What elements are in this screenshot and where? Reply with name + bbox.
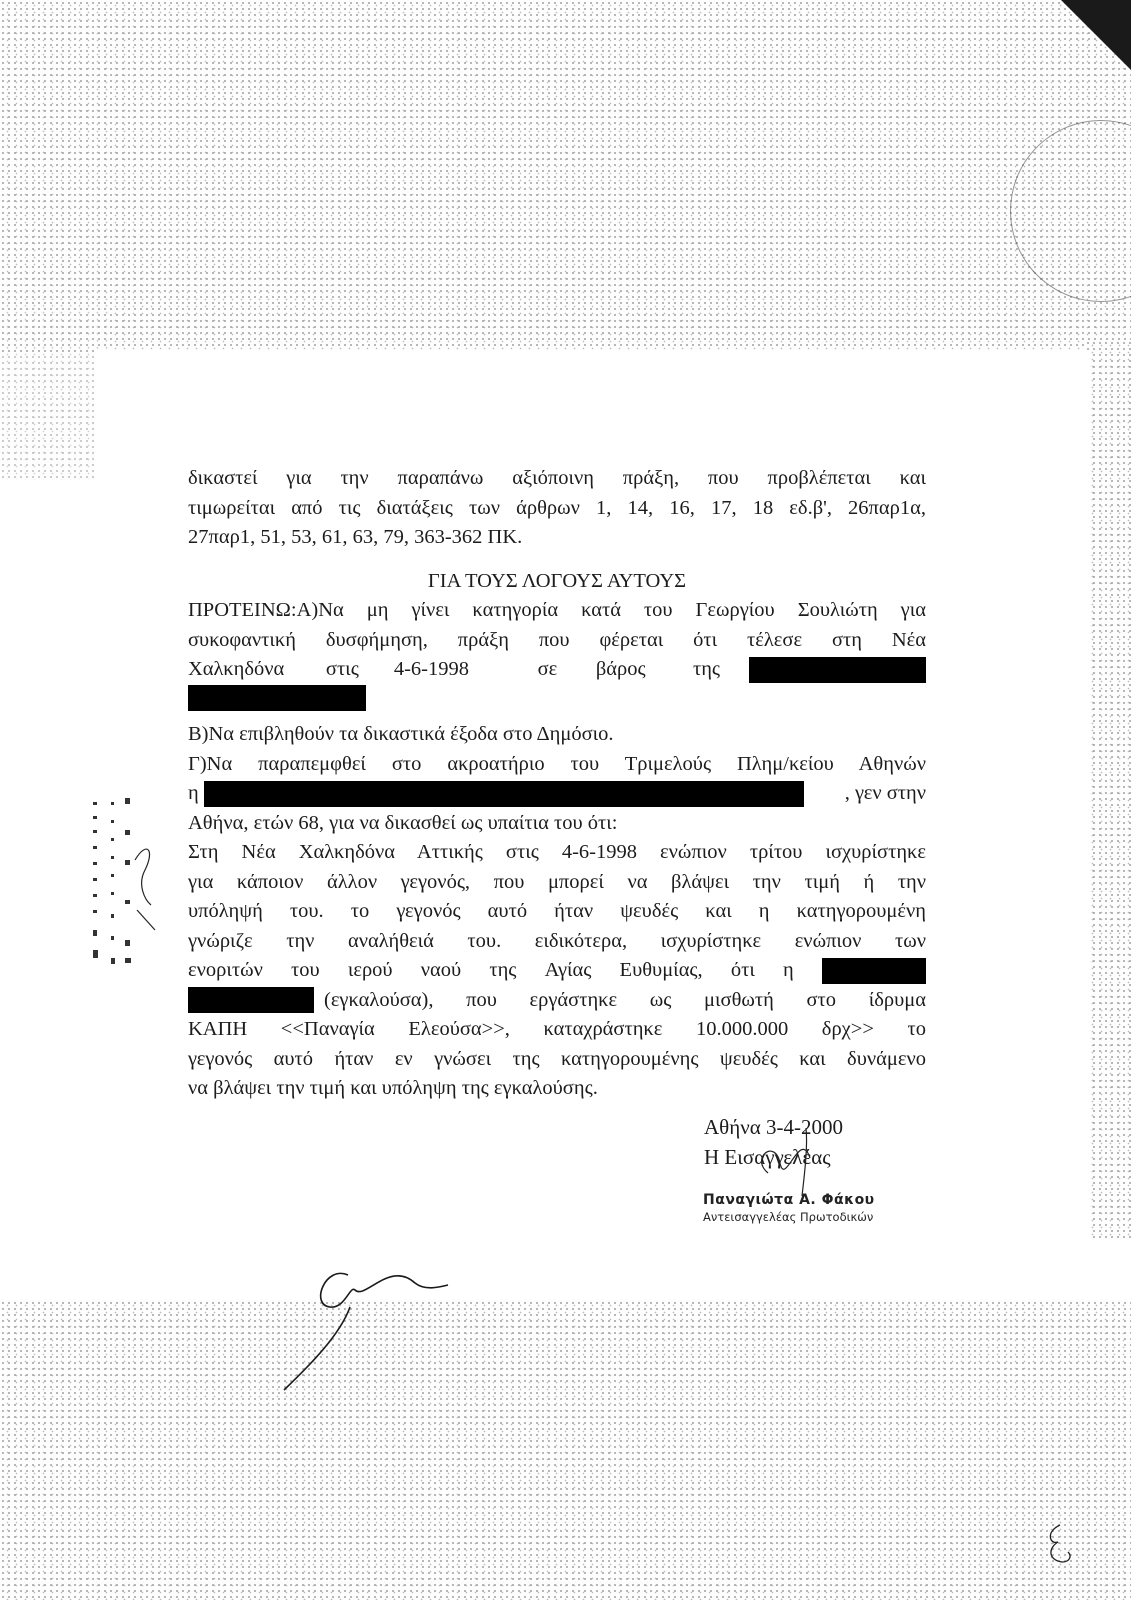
margin-stamp-marks [85,790,145,990]
text-line: δικαστεί για την παραπάνω αξιόποινη πράξη, που προβλέπεται και [188,467,926,489]
document-body [188,464,926,1104]
word: 4-6-1998 [393,658,470,680]
scan-speckle-left [0,300,110,480]
word: βάρος [595,658,646,680]
scan-speckle-right [1085,340,1131,1240]
word: Ευθυμίας, [619,959,703,981]
redaction-bar [188,987,314,1013]
redaction-bar [822,958,926,984]
text-line: να βλάψει την τιμή και υπόληψη της εγκαλούσης. [188,1077,598,1099]
word: σε [537,658,558,680]
text-line: τιμωρείται από τις διατάξεις των άρθρων 1, 14, 16, 17, 18 εδ.β', 26παρ1α, [188,496,926,519]
word: ότι [730,959,755,981]
scan-speckle-top [0,0,1131,352]
word: , γεν στην [844,782,926,804]
text-line-with-redaction [188,779,926,809]
text-line-redacted [188,685,926,715]
redaction-bar [188,685,366,711]
text-line: ΠΡΟΤΕΙΝΩ:Α)Να μη γίνει κατηγορία κατά του Γεωργίου Σουλιώτη για [188,599,926,621]
signatory-title: Αντεισαγγελέας Πρωτοδικών [703,1210,874,1224]
text-line: υπόληψή του. το γεγονός αυτό ήταν ψευδές και η κατηγορουμένη [188,900,926,922]
word: (εγκαλούσα), που εργάστηκε ως μισθωτή στο ίδρυμα [324,988,926,1011]
text-line-with-redaction [188,956,926,986]
handwritten-mark [1040,1520,1080,1570]
text-line: 27παρ1, 51, 53, 61, 63, 79, 363-362 ΠΚ. [188,526,523,548]
word: ναού [420,959,462,981]
redaction-bar [749,657,926,683]
word: η [783,959,794,981]
word: στις [325,658,359,680]
word: Αγίας [544,959,592,981]
text-line-with-redaction [188,986,926,1016]
text-line: ΚΑΠΗ <<Παναγία Ελεούσα>>, καταχράστηκε 10.000.000 δρχ>> το [188,1018,926,1040]
signatory-role: Η Εισαγγελέας [704,1145,831,1169]
text-line: γνώριζε την αναλήθειά του. ειδικότερα, ισχυρίστηκε ενώπιον των [188,929,926,952]
signatory-name: Παναγιώτα Α. Φάκου [703,1192,875,1208]
handwritten-signature-small [740,1118,860,1198]
scan-speckle-bottom [0,1300,1131,1600]
word: η [188,782,199,804]
word: ιερού [347,959,393,981]
redaction-bar [204,781,804,807]
text-line: Β)Να επιβληθούν τα δικαστικά έξοδα στο Δημόσιο. [188,723,614,745]
text-line-with-redaction [188,655,926,685]
word: της [692,658,721,680]
word: της [489,959,517,981]
page-corner-mark [1061,0,1131,70]
place-date: Αθήνα 3-4-2000 [704,1115,843,1139]
text-line: Στη Νέα Χαλκηδόνα Αττικής στις 4-6-1998 ενώπιον τρίτου ισχυρίστηκε [188,841,926,863]
handwritten-signature-large [270,1245,470,1405]
word: Χαλκηδόνα [188,658,285,680]
text-line: για κάποιον άλλον γεγονός, που μπορεί να βλάψει την τιμή ή την [188,870,926,893]
text-line: Γ)Να παραπεμφθεί στο ακροατήριο του Τριμελούς Πλημ/κείου Αθηνών [188,752,926,775]
word: του [291,959,320,981]
word: ενοριτών [188,959,263,981]
text-line: γεγονός αυτό ήταν εν γνώσει της κατηγορουμένης ψευδές και δυνάμενο [188,1047,926,1070]
margin-ink-marks [85,790,155,990]
text-line: συκοφαντική δυσφήμηση, πράξη που φέρεται ότι τέλεσε στη Νέα [188,628,926,651]
section-heading: ΓΙΑ ΤΟΥΣ ΛΟΓΟΥΣ ΑΥΤΟΥΣ [427,569,687,592]
text-line: Αθήνα, ετών 68, για να δικασθεί ως υπαίτια του ότι: [188,811,618,834]
